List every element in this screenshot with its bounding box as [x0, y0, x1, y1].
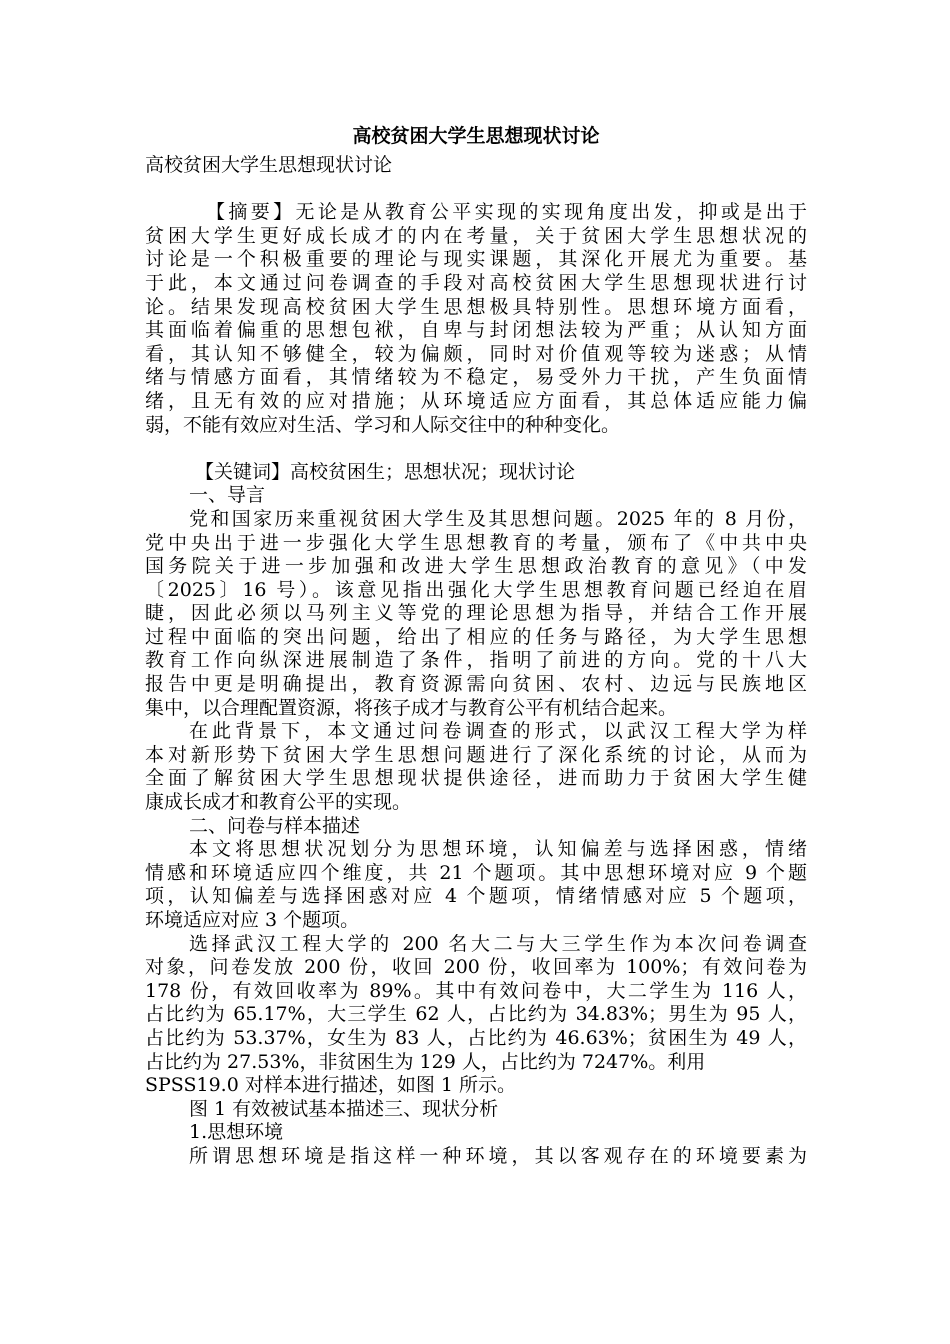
abstract-line: 论。结果发现高校贫困大学生思想极具特别性。思想环境方面看， — [145, 295, 807, 318]
keywords: 【关键词】高校贫困生；思想状况；现状讨论 — [195, 460, 576, 483]
paragraph-line: 占比约为 27.53%，非贫困生为 129 人，占比约为 7247%。利用 — [145, 1050, 706, 1073]
paragraph-line: 本文将思想状况划分为思想环境，认知偏差与选择困惑，情绪 — [189, 838, 807, 861]
spacer — [145, 178, 807, 202]
document-subtitle: 高校贫困大学生思想现状讨论 — [145, 154, 393, 176]
paragraph-line: 过程中面临的突出问题，给出了相应的任务与路径，为大学生思想 — [145, 625, 807, 648]
paragraph — [145, 838, 807, 932]
paragraph-line: 国务院关于进一步加强和改进大学生思想政治教育的意见》（中发 — [145, 555, 807, 578]
abstract-line: 看，其认知不够健全，较为偏颇，同时对价值观等较为迷惑；从情 — [145, 342, 807, 365]
section-heading: 一、导言 — [189, 484, 266, 507]
paragraph — [145, 508, 807, 720]
paragraph-line: 占比约为 53.37%，女生为 83 人，占比约为 46.63%；贫困生为 49 人， — [145, 1026, 807, 1049]
abstract-line: 其面临着偏重的思想包袱，自卑与封闭想法较为严重；从认知方面 — [145, 319, 807, 342]
section-heading: 二、问卷与样本描述 — [189, 814, 361, 837]
paragraph-line: 睫，因此必须以马列主义等党的理论思想为指导，并结合工作开展 — [145, 602, 807, 625]
paragraph-line: 178 份，有效回收率为 89%。其中有效问卷中，大二学生为 116 人， — [145, 979, 807, 1002]
paragraph-line: 对象，问卷发放 200 份，收回 200 份，收回率为 100%；有效问卷为 — [145, 956, 807, 979]
spacer — [145, 437, 807, 461]
paragraph-line: 本对新形势下贫困大学生思想问题进行了深化系统的讨论，从而为 — [145, 743, 807, 766]
paragraph-line: SPSS19.0 对样本进行描述，如图 1 所示。 — [145, 1074, 517, 1097]
paragraph-line: 选择武汉工程大学的 200 名大二与大三学生作为本次问卷调查 — [189, 932, 807, 955]
paragraph-line: 〔2025〕16 号）。该意见指出强化大学生思想教育问题已经迫在眉 — [145, 578, 807, 601]
paragraph-line: 教育工作向纵深进展制造了条件，指明了前进的方向。党的十八大 — [145, 649, 807, 672]
paragraph-line: 党中央出于进一步强化大学生思想教育的考量，颁布了《中共中央 — [145, 531, 807, 554]
paragraph-line: 报告中更是明确提出，教育资源需向贫困、农村、边远与民族地区 — [145, 673, 807, 696]
paragraph-line: 所谓思想环境是指这样一种环境，其以客观存在的环境要素为 — [189, 1144, 807, 1167]
paragraph-line: 情感和环境适应四个维度，共 21 个题项。其中思想环境对应 9 个题 — [145, 861, 807, 884]
paragraph-line: 党和国家历来重视贫困大学生及其思想问题。2025 年的 8 月份， — [189, 507, 807, 530]
paragraph-line: 集中，以合理配置资源，将孩子成才与教育公平有机结合起来。 — [145, 696, 678, 719]
paragraph-line: 项，认知偏差与选择困惑对应 4 个题项，情绪情感对应 5 个题项， — [145, 885, 807, 908]
subsection-heading: 1.思想环境 — [189, 1121, 284, 1144]
document-title: 高校贫困大学生思想现状讨论 — [352, 125, 600, 147]
abstract-line: 贫困大学生更好成长成才的内在考量，关于贫困大学生思想状况的 — [145, 224, 807, 247]
document-page — [145, 118, 807, 1169]
abstract — [145, 201, 807, 437]
paragraph-line: 占比约为 65.17%，大三学生 62 人，占比约为 34.83%；男生为 95 人， — [145, 1003, 807, 1026]
paragraph-line: 康成长成才和教育公平的实现。 — [145, 791, 412, 814]
paragraph-line: 在此背景下，本文通过问卷调查的形式，以武汉工程大学为样 — [189, 720, 807, 743]
abstract-line: 【摘要】无论是从教育公平实现的实现角度出发，抑或是出于 — [206, 201, 807, 224]
abstract-line: 绪，且无有效的应对措施；从环境适应方面看，其总体适应能力偏 — [145, 389, 807, 412]
abstract-line: 讨论是一个积极重要的理论与现实课题，其深化开展尤为重要。基 — [145, 248, 807, 271]
paragraph-line: 全面了解贫困大学生思想现状提供途径，进而助力于贫困大学生健 — [145, 767, 807, 790]
abstract-line: 于此，本文通过问卷调查的手段对高校贫困大学生思想现状进行讨 — [145, 271, 807, 294]
figure-caption: 图 1 有效被试基本描述三、现状分析 — [189, 1097, 499, 1120]
abstract-line: 绪与情感方面看，其情绪较为不稳定，易受外力干扰，产生负面情 — [145, 366, 807, 389]
paragraph-line: 环境适应对应 3 个题项。 — [145, 909, 360, 931]
paragraph — [145, 933, 807, 1098]
paragraph — [145, 720, 807, 814]
abstract-line: 弱，不能有效应对生活、学习和人际交往中的种种变化。 — [145, 413, 621, 436]
